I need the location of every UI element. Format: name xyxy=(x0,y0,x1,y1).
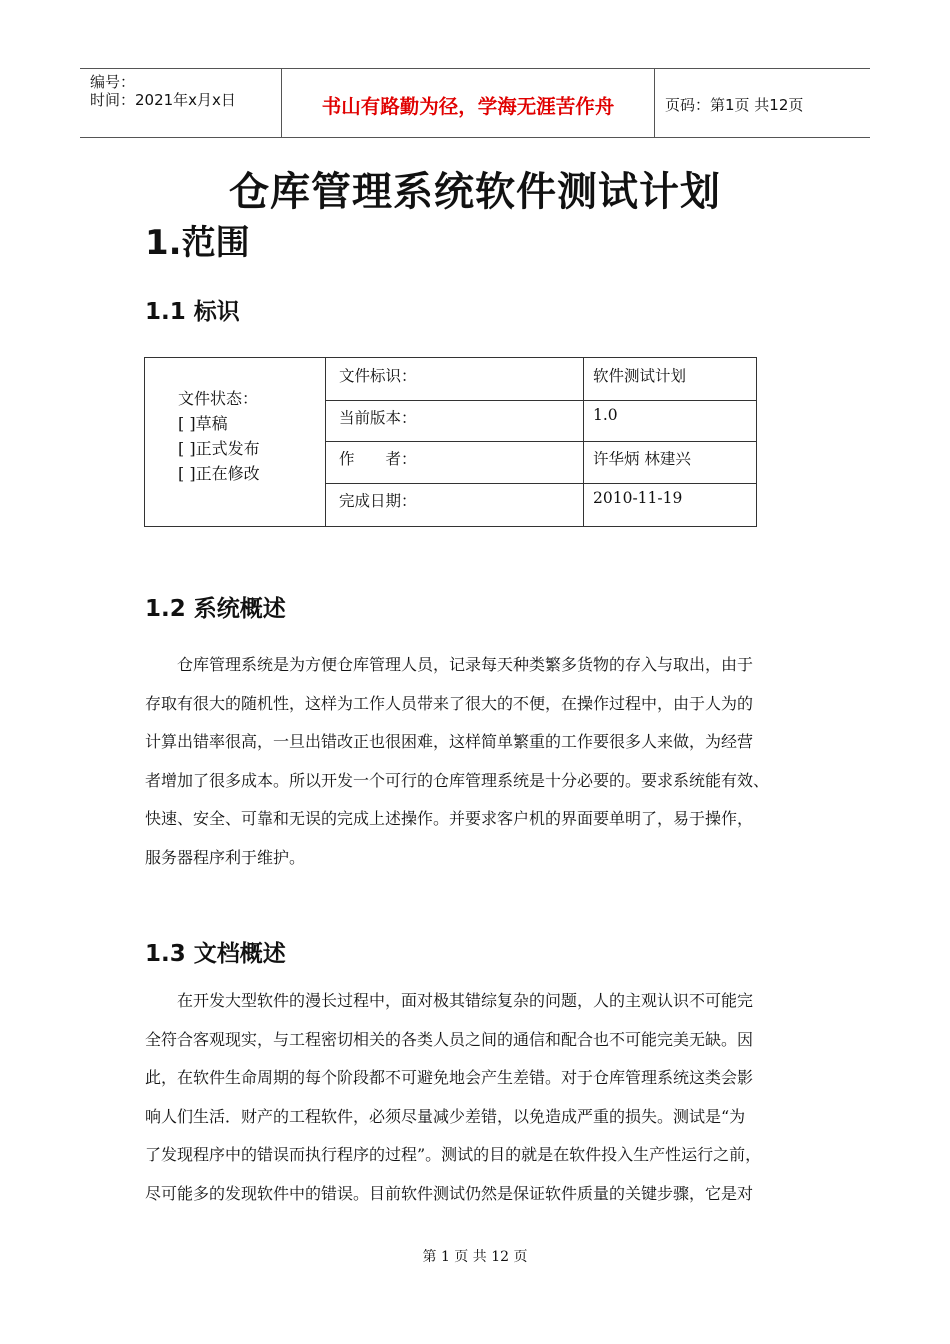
section-heading-document-overview: 1.3 文档概述 xyxy=(145,941,286,967)
paragraph-line: 此，在软件生命周期的每个阶段都不可避免地会产生差错。对于仓库管理系统这类会影 xyxy=(145,1068,754,1087)
table-label: 完成日期： xyxy=(339,492,417,510)
paragraph-line: 快速、安全、可靠和无误的完成上述操作。并要求客户机的界面要单明了，易于操作， xyxy=(145,809,754,828)
header-page-info: 页码：第1页 共12页 xyxy=(665,96,804,114)
table-value: 许华炳 林建兴 xyxy=(593,450,691,468)
paragraph-line: 在开发大型软件的漫长过程中，面对极其错综复杂的问题，人的主观认识不可能完 xyxy=(145,991,754,1010)
page-header xyxy=(80,68,870,138)
table-divider xyxy=(326,441,756,442)
table-label: 作 者： xyxy=(339,450,417,468)
section-heading-system-overview: 1.2 系统概述 xyxy=(145,596,286,622)
paragraph-line: 服务器程序利于维护。 xyxy=(145,847,306,867)
table-value: 软件测试计划 xyxy=(593,367,687,385)
document-time-label: 时间：2021年x月x日 xyxy=(90,91,236,109)
identification-table xyxy=(144,357,757,527)
header-motto: 书山有路勤为径，学海无涯苦作舟 xyxy=(321,95,615,118)
table-value: 1.0 xyxy=(593,406,618,424)
paragraph-line: 尽可能多的发现软件中的错误。目前软件测试仍然是保证软件质量的关键步骤，它是对 xyxy=(145,1183,754,1203)
paragraph-line: 计算出错率很高，一旦出错改正也很困难，这样简单繁重的工作要很多人来做，为经营 xyxy=(145,732,754,751)
table-divider xyxy=(326,400,756,401)
system-overview-paragraph xyxy=(145,646,795,877)
table-divider xyxy=(325,358,326,526)
table-divider xyxy=(326,483,756,484)
status-option-revising: [ ]正在修改 xyxy=(178,464,260,483)
paragraph-line: 仓库管理系统是为方便仓库管理人员，记录每天种类繁多货物的存入与取出，由于 xyxy=(145,655,754,674)
status-option-draft: [ ]草稿 xyxy=(178,414,228,433)
section-heading-identification: 1.1 标识 xyxy=(145,299,240,325)
paragraph-line: 存取有很大的随机性，这样为工作人员带来了很大的不便，在操作过程中，由于人为的 xyxy=(145,693,754,713)
paragraph-line: 者增加了很多成本。所以开发一个可行的仓库管理系统是十分必要的。要求系统能有效、 xyxy=(145,770,770,790)
status-option-released: [ ]正式发布 xyxy=(178,439,260,458)
section-heading-scope: 1.范围 xyxy=(145,223,250,263)
header-meta xyxy=(90,73,236,109)
table-divider xyxy=(583,358,584,526)
page-footer: 第 1 页 共 12 页 xyxy=(422,1249,528,1265)
document-title: 仓库管理系统软件测试计划 xyxy=(229,169,721,215)
table-value: 2010-11-19 xyxy=(593,489,683,507)
file-status-label: 文件状态： xyxy=(178,389,259,408)
document-overview-paragraph xyxy=(145,982,795,1213)
file-status-cell xyxy=(178,386,260,486)
table-label: 当前版本： xyxy=(339,409,417,427)
table-label: 文件标识： xyxy=(339,367,417,385)
document-number-label: 编号： xyxy=(90,73,136,91)
paragraph-line: 响人们生活．财产的工程软件，必须尽量减少差错，以免造成严重的损失。测试是“为 xyxy=(145,1106,746,1126)
paragraph-line: 了发现程序中的错误而执行程序的过程”。测试的目的就是在软件投入生产性运行之前， xyxy=(145,1145,762,1164)
paragraph-line: 全符合客观现实，与工程密切相关的各类人员之间的通信和配合也不可能完美无缺。因 xyxy=(145,1029,754,1049)
header-divider xyxy=(654,69,655,137)
